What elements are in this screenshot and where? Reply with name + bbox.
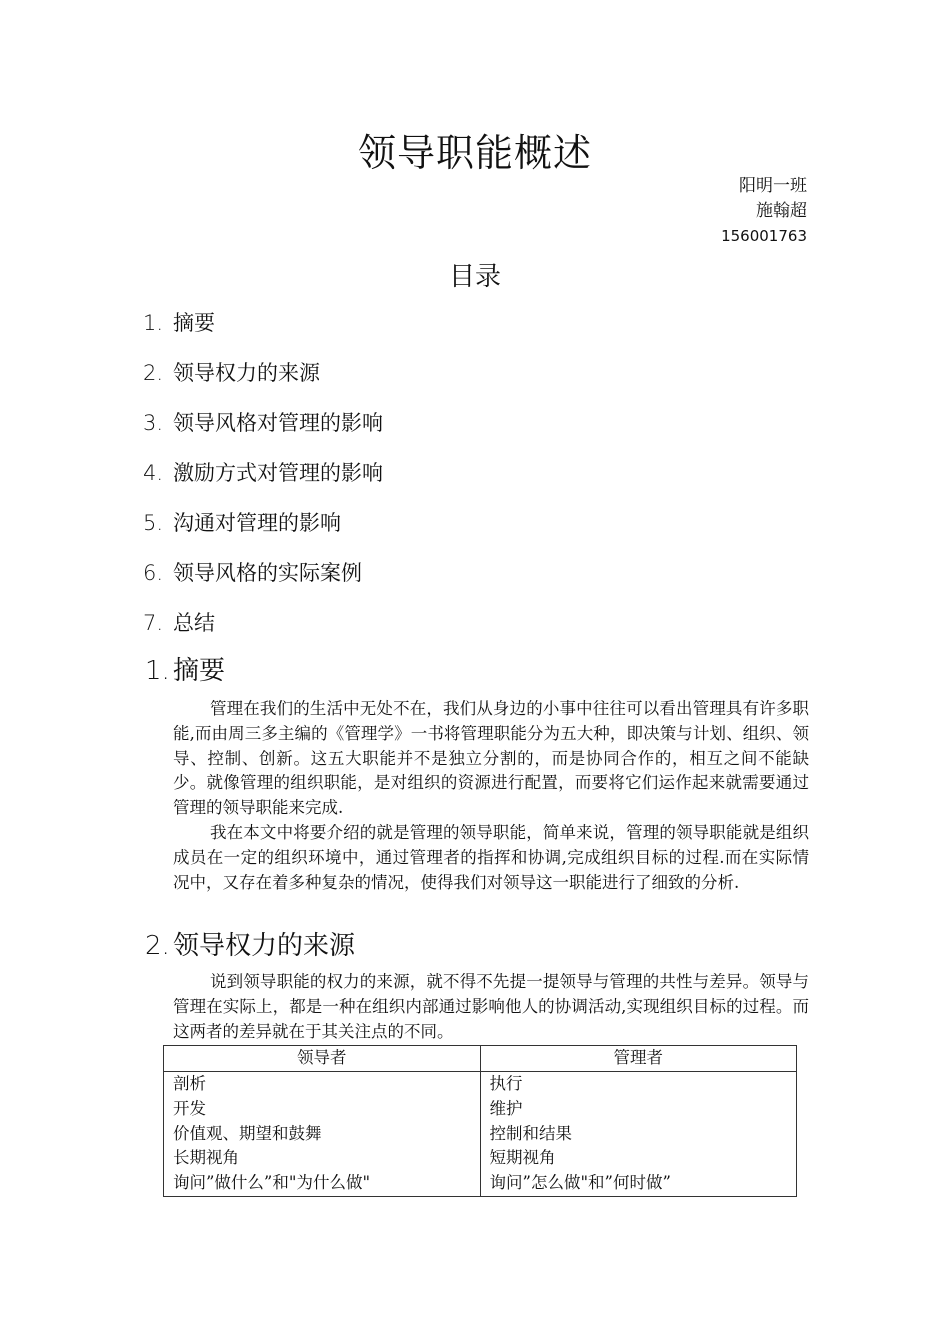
toc-item-label: 沟通对管理的影响 [173, 511, 341, 535]
toc-item-label: 总结 [173, 611, 215, 635]
document-title: 领导职能概述 [357, 131, 592, 175]
section-heading-abstract [145, 650, 225, 687]
section-title: 摘要 [173, 656, 226, 686]
toc-item[interactable] [143, 456, 383, 506]
leader-trait: 长期视角 [173, 1148, 239, 1168]
manager-cell [480, 1072, 796, 1197]
leader-vs-manager-table [163, 1045, 797, 1197]
toc-item-number: 5. [143, 511, 164, 535]
section-title: 领导权力的来源 [173, 931, 356, 961]
toc-item-label: 领导权力的来源 [173, 361, 320, 385]
manager-trait: 短期视角 [489, 1148, 556, 1168]
toc-item[interactable] [143, 356, 383, 406]
leader-cell [164, 1072, 481, 1197]
table-of-contents [143, 306, 383, 656]
author-class: 阳明一班 [739, 176, 807, 196]
toc-item-number: 3. [143, 411, 164, 435]
toc-item-number: 2. [143, 361, 164, 385]
manager-trait: 维护 [489, 1098, 523, 1118]
toc-item[interactable] [143, 406, 383, 456]
paragraph: 我在本文中将要介绍的就是管理的领导职能，简单来说，管理的领导职能就是组织成员在一定的组织环境中，通过管理者的指挥和协调,完成组织目标的过程.而在实际情况中，又存在着多种复杂的情况，使得我们对领导这一职能进行了细致的分析. [173, 823, 809, 892]
table-header-manager: 管理者 [480, 1046, 796, 1072]
paragraph: 管理在我们的生活中无处不在，我们从身边的小事中往往可以看出管理具有许多职能,而由周三多主编的《管理学》一书将管理职能分为五大种，即决策与计划、组织、领导、控制、创新。这五大职能并不是独立分割的，而是协同合作的，相互之间不能缺少。就像管理的组织职能，是对组织的资源进行配置，而要将它们运作起来就需要通过管理的领导职能来完成. [173, 699, 809, 818]
leader-trait: 剖析 [173, 1074, 206, 1093]
toc-item[interactable] [143, 556, 383, 606]
author-name: 施翰超 [756, 201, 807, 221]
section-number: 2. [145, 931, 170, 961]
toc-title: 目录 [448, 262, 501, 292]
toc-item-number: 7. [143, 611, 164, 635]
toc-item-number: 6. [143, 561, 164, 585]
toc-item[interactable] [143, 506, 383, 556]
table-row [164, 1072, 797, 1197]
author-id: 156001763 [721, 227, 807, 245]
toc-item-label: 领导风格的实际案例 [173, 561, 362, 585]
section-heading-power-source [145, 925, 355, 962]
table-header-row [164, 1046, 797, 1072]
toc-item[interactable] [143, 606, 383, 656]
table-header-leader: 领导者 [164, 1046, 481, 1072]
toc-item-label: 领导风格对管理的影响 [173, 411, 383, 435]
toc-item-label: 激励方式对管理的影响 [173, 461, 383, 485]
manager-trait: 控制和结果 [489, 1123, 573, 1143]
section-number: 1. [145, 656, 170, 686]
toc-item-number: 1. [143, 311, 164, 335]
author-block [721, 174, 807, 249]
manager-trait: 执行 [489, 1074, 523, 1093]
leader-trait: 价值观、期望和鼓舞 [173, 1123, 322, 1143]
paragraph: 说到领导职能的权力的来源，就不得不先提一提领导与管理的共性与差异。领导与管理在实际上，都是一种在组织内部通过影响他人的协调活动,实现组织目标的过程。而这两者的差异就在于其关注点的不同。 [173, 972, 809, 1041]
toc-item-label: 摘要 [173, 311, 215, 335]
leader-trait: 开发 [173, 1098, 206, 1118]
toc-item[interactable] [143, 306, 383, 356]
leader-trait: 询问”做什么”和"为什么做" [173, 1173, 371, 1193]
manager-trait: 询问”怎么做"和”何时做” [489, 1173, 671, 1193]
toc-item-number: 4. [143, 461, 164, 485]
